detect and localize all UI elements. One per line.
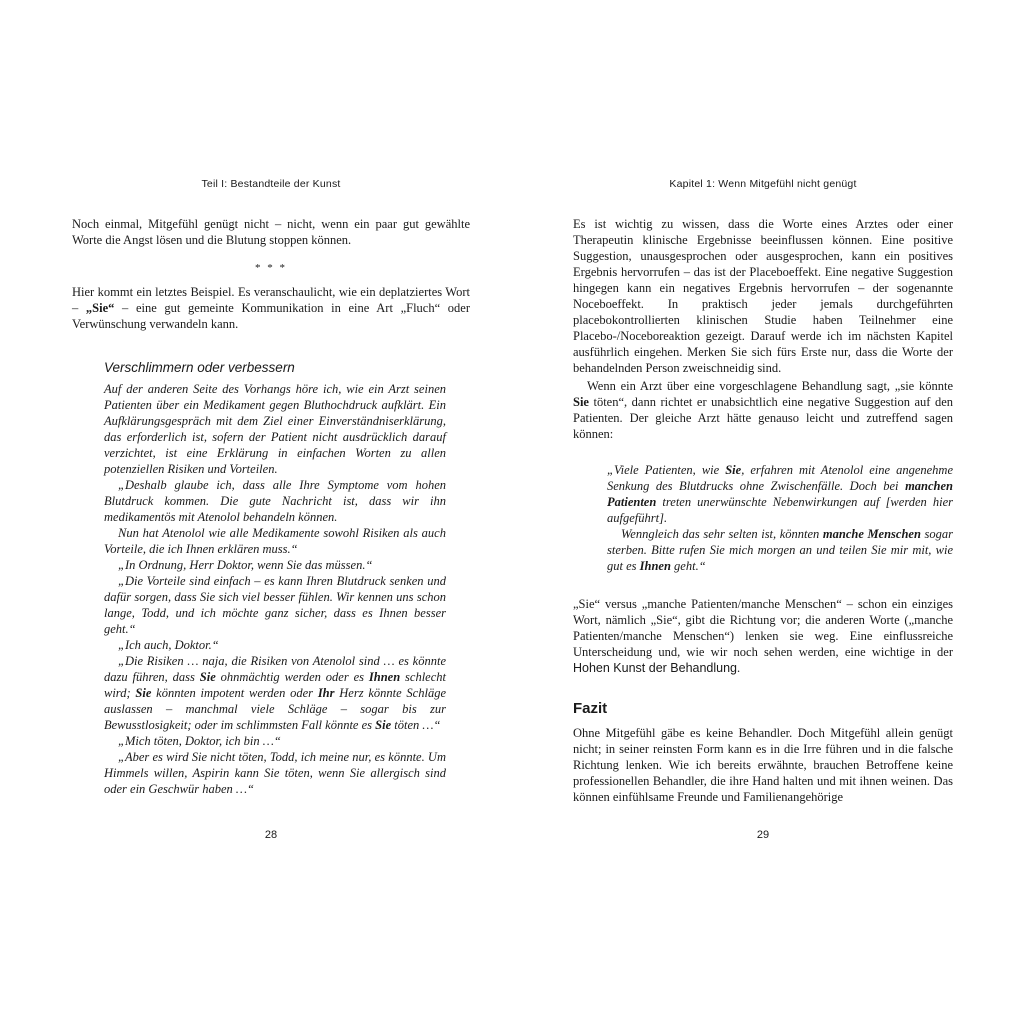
dialog-paragraph: „Die Risiken … naja, die Risiken von Atenolol sind … es könnte dazu führen, dass Sie ohnmächtig werden oder es Ihnen schlecht wird; Sie könnten impotent werden oder Ihr Herz könnte Schläge auslassen – manchmal viele Schläge – sogar bis zur Bewusstlosigkeit; oder im schlimmsten Fall könnte es Sie töten …“ bbox=[104, 654, 447, 732]
section-separator: * * * bbox=[255, 262, 287, 274]
left-page bbox=[72, 0, 470, 1024]
dialog-paragraph: „Die Vorteile sind einfach – es kann Ihren Blutdruck senken und dafür sorgen, dass Sie sich viel besser fühlen. Wir kennen uns schon lange, Todd, und ich möchte ganz sicher, dass es Ihnen besser geht.“ bbox=[104, 574, 446, 636]
body-paragraph: Wenn ein Arzt über eine vorgeschlagene Behandlung sagt, „sie könnte Sie töten“, dann richtet er unabsichtlich eine negative Suggestion auf den Patienten. Der gleiche Arzt hätte genauso leicht und zutreffend sagen können: bbox=[573, 379, 953, 441]
section-heading-verschlimmern: Verschlimmern oder verbessern bbox=[104, 360, 295, 375]
page-number-right: 29 bbox=[756, 829, 770, 841]
quote-paragraph: „Viele Patienten, wie Sie, erfahren mit Atenolol eine angenehme Senkung des Blutdrucks ohne Zwischenfälle. Doch bei manchen Patienten treten unerwünschte Nebenwirkungen auf [werden hier aufgeführt]. bbox=[607, 463, 953, 525]
dialog-paragraph: Auf der anderen Seite des Vorhangs höre ich, wie ein Arzt seinen Patienten über ein Medikament gegen Bluthochdruck aufklärt. Ein Aufklärungsgespräch mit dem Ziel einer Einverständniserklärung, das erforderlich ist, sofern der Patient nicht ausdrücklich darauf verzichtet, ist eine Erklärung in einfachen Worten zu allen potenziellen Risiken und Vorteilen. bbox=[104, 382, 446, 476]
section-heading-fazit: Fazit bbox=[573, 700, 608, 717]
right-page bbox=[573, 0, 953, 1024]
dialog-paragraph: „Mich töten, Doktor, ich bin …“ bbox=[118, 734, 281, 748]
dialog-paragraph: Nun hat Atenolol wie alle Medikamente sowohl Risiken als auch Vorteile, die ich Ihnen erklären muss.“ bbox=[104, 526, 446, 556]
page-number-left: 28 bbox=[264, 829, 278, 841]
dialog-paragraph: „In Ordnung, Herr Doktor, wenn Sie das müssen.“ bbox=[118, 558, 373, 572]
running-head-left: Teil I: Bestandteile der Kunst bbox=[201, 178, 341, 190]
dialog-block bbox=[104, 381, 446, 797]
running-head-right: Kapitel 1: Wenn Mitgefühl nicht genügt bbox=[669, 178, 857, 190]
dialog-paragraph: „Ich auch, Doktor.“ bbox=[118, 638, 219, 652]
body-paragraph: „Sie“ versus „manche Patienten/manche Menschen“ – schon ein einziges Wort, nämlich „Sie“, gibt die Richtung vor; die anderen Worte („manche Patienten/manche Menschen“) lenken sie weg. Eine einflussreiche Unterscheidung und, wie wir noch sehen werden, eine wichtige in der Hohen Kunst der Behandlung. bbox=[573, 597, 953, 675]
body-paragraph: Es ist wichtig zu wissen, dass die Worte eines Arztes oder einer Therapeutin klinische Ergebnisse beeinflussen können. Eine positive Suggestion, unausgesprochen oder ausgesprochen, kann ein positives Ergebnis hervorrufen – das ist der Placeboeffekt. Eine negative Suggestion hingegen kann ein negatives Ergebnis hervorrufen – der sogenannte Noceboeffekt. In praktisch jeder jemals durchgeführten placebokontrollierten klinischen Studie haben Teilnehmer eine Placebo-/Noceboreaktion gezeigt. Darauf werde ich im nächsten Kapitel ausführlich eingehen. Merken Sie sich fürs Erste nur, dass die Worte der behandelnden Person zweischneidig sind. bbox=[573, 217, 953, 375]
body-paragraph: Ohne Mitgefühl gäbe es keine Behandler. Doch Mitgefühl allein genügt nicht; in seiner reinsten Form kann es in die Irre führen und in die falsche Richtung lenken. Wie ich bereits erwähnte, brauchen Betroffene keine professionellen Behandler, die ihre Hand halten und mit ihnen weinen. Das können einfühlsame Freunde und Familienangehörige bbox=[573, 726, 953, 804]
intro-paragraph: Noch einmal, Mitgefühl genügt nicht – nicht, wenn ein paar gut gewählte Worte die Angst lösen und die Blutung stoppen können. bbox=[72, 217, 470, 247]
quote-paragraph: Wenngleich das sehr selten ist, könnten manche Menschen sogar sterben. Bitte rufen Sie mich morgen an und teilen Sie mir mit, wie gut es Ihnen geht.“ bbox=[607, 527, 953, 573]
dialog-paragraph: „Deshalb glaube ich, dass alle Ihre Symptome vom hohen Blutdruck kommen. Die gute Nachricht ist, dass wir ihn medikamentös mit Atenolol behandeln können. bbox=[104, 478, 446, 524]
quote-block bbox=[607, 462, 953, 574]
dialog-paragraph: „Aber es wird Sie nicht töten, Todd, ich meine nur, es könnte. Um Himmels willen, Aspirin kann Sie töten, wenn Sie allergisch sind oder ein Geschwür haben …“ bbox=[104, 750, 446, 796]
example-paragraph: Hier kommt ein letztes Beispiel. Es veranschaulicht, wie ein deplatziertes Wort – „Sie“ – eine gut gemeinte Kommunikation in eine Art „Fluch“ oder Verwünschung verwandeln kann. bbox=[72, 285, 470, 331]
